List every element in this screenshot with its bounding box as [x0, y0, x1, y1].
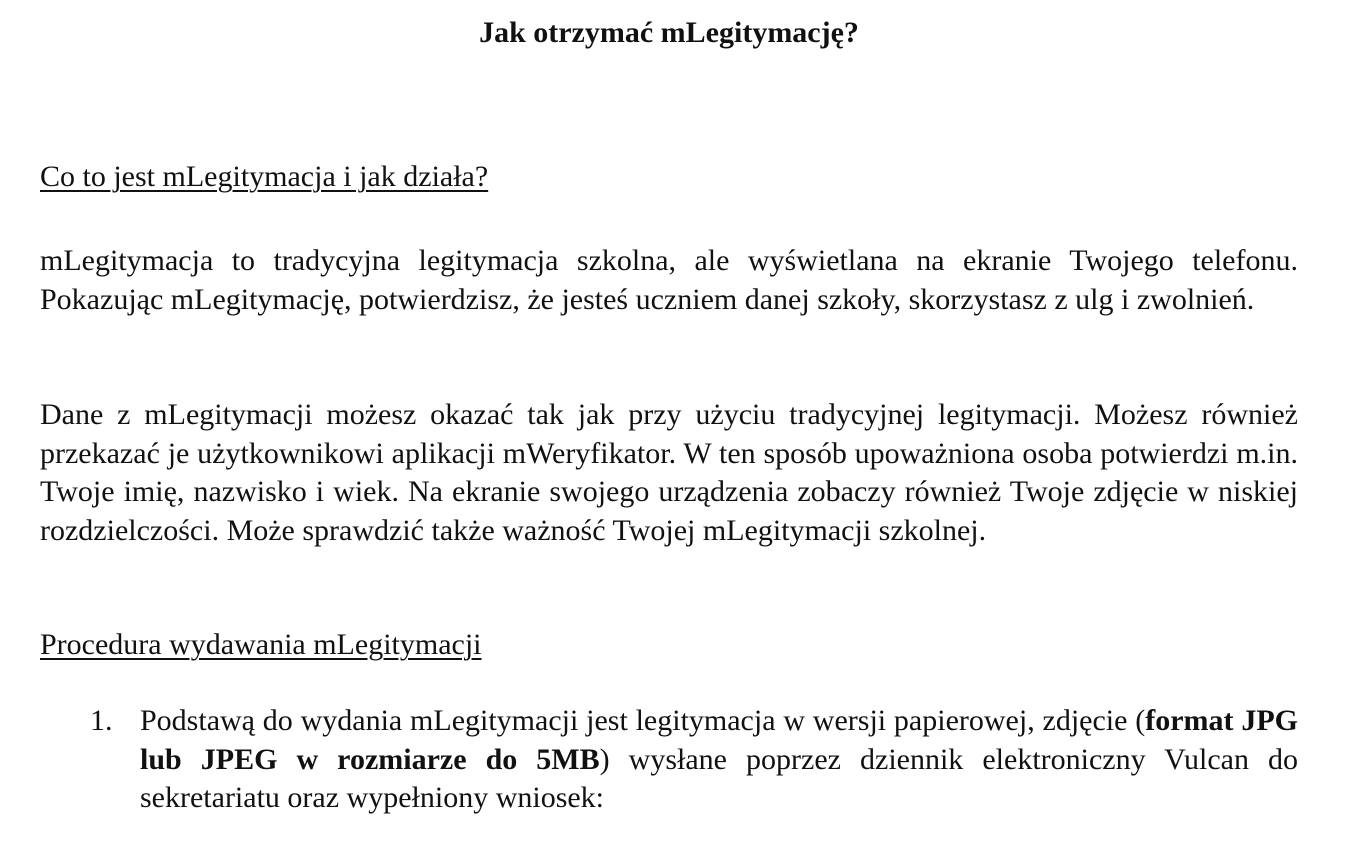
document-title: Jak otrzymać mLegitymację? — [479, 16, 859, 49]
section-heading-what-is: Co to jest mLegitymacja i jak działa? — [40, 160, 489, 193]
list-item-text-end: ) wysłane poprzez dziennik elektroniczny Vulcan do sekretariatu oraz wypełniony wniosek: — [140, 742, 1298, 814]
list-item-number: 1. — [90, 704, 113, 737]
list-item — [90, 702, 1298, 818]
paragraph-usage: Dane z mLegitymacji możesz okazać tak jak przy użyciu tradycyjnej legitymacji. Możesz również przekazać je użytkownikowi aplikacji mWeryfikator. W ten sposób upoważniona osoba potwierdzi m.in. Twoje imię, nazwisko i wiek. Na ekranie swojego urządzenia zobaczy również Twoje zdjęcie w niskiej rozdzielczości. Może sprawdzić także ważność Twojej mLegitymacji szkolnej. — [40, 398, 1298, 547]
list-item-text-bold: format JPG lub JPEG w rozmiarze do 5MB — [140, 704, 1298, 776]
section-heading-procedure: Procedura wydawania mLegitymacji — [40, 628, 482, 661]
list-item-text-start: Podstawą do wydania mLegitymacji jest legitymacja w wersji papierowej, zdjęcie ( — [140, 704, 1146, 737]
paragraph-intro: mLegitymacja to tradycyjna legitymacja szkolna, ale wyświetlana na ekranie Twojego telefonu. Pokazując mLegitymację, potwierdzisz, że jesteś uczniem danej szkoły, skorzystasz z ulg i zwolnień. — [40, 244, 1298, 316]
procedure-list — [90, 702, 1298, 818]
